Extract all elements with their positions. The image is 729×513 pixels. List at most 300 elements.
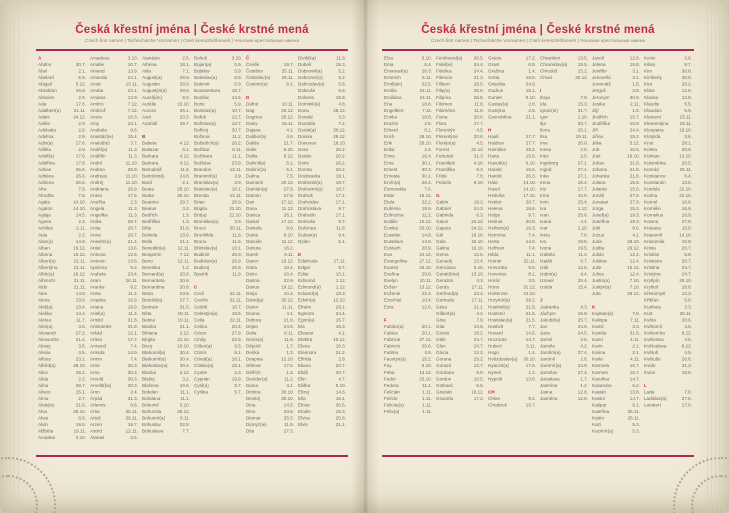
name-label: Emil(ián) [384,81,403,87]
name-label: Jindřich [592,114,608,120]
name-label: Bianka [142,323,157,329]
date-label: 10.12. [627,265,640,270]
date-label: 5.8. [684,251,692,257]
name-label: Ctislav(a) [194,363,214,369]
date-label: 24.1. [127,120,138,126]
date-label: 3.11. [526,343,536,349]
date-label: 30.10. [523,356,536,362]
date-label: 7.5. [286,173,294,179]
name-label: Genadij [436,258,452,264]
date-label: 3.10. [231,55,242,61]
name-label: Jasněna [540,395,558,401]
name-label: Dimitra [246,389,261,395]
name-label: Ada [38,101,47,107]
name-label: Háta [488,179,498,185]
name-label: Dobromil(a) [298,68,322,74]
date-label: 19.11. [177,310,190,316]
date-label: 20.10. [419,225,432,231]
name-label: Evžen [384,284,397,290]
name-label: Jarolím(a) [540,350,561,356]
date-label: 9.9. [476,369,484,375]
name-label: Hroznata [488,337,507,343]
name-column [384,55,432,453]
name-label: Blahoslav(a) [142,363,168,369]
date-label: 27.9. [629,199,640,205]
date-label: 23.1. [577,68,588,74]
date-label: 17.5. [127,192,138,198]
name-label: Gordana [436,369,454,375]
name-label: Abelard [38,75,54,81]
date-label: 4.1. [338,330,346,336]
name-label: Arkád [90,330,103,336]
name-label: Branislav(a) [194,179,219,185]
date-label: 20.7. [335,363,346,369]
name-label: Birgita [142,337,156,343]
name-label: Anabela [90,127,107,133]
date-label: 16.1. [335,395,346,401]
date-label: 30.12. [281,297,294,303]
date-label: 2.9. [78,134,86,140]
date-label: 6.7. [580,258,588,264]
name-label: Baltazar [142,147,159,153]
name-label: Enrika [384,114,398,120]
name-label: Ambrož [90,107,106,113]
date-label: 13.8. [629,389,640,395]
name-label: Chloe [488,395,501,401]
date-label: 10.12. [333,337,346,343]
date-label: 14.5. [283,402,294,408]
name-label: Dalimil(a) [246,160,266,166]
date-label: 8.7. [338,265,346,270]
name-label: Kornel [644,199,658,205]
date-label: 4.4. [580,271,588,277]
date-label: 4.1. [286,127,294,133]
name-label: Haidi [488,134,499,140]
name-label: Bella [142,238,153,244]
name-day-entry [644,369,692,376]
section-letter: J [540,297,543,303]
name-column [436,55,484,453]
name-label: Eustach [384,245,401,251]
name-label: Dária [246,265,257,270]
name-label: Alvar [38,415,49,421]
date-label: 10.1. [231,186,242,192]
date-label: 2.11. [630,101,640,107]
name-label: Drahuše [298,219,316,225]
name-label: Iva [540,206,547,212]
date-label: 11.2. [232,134,242,140]
date-label: 27.6. [681,395,692,401]
name-label: Cyril(a) [194,382,209,388]
name-label: Géza [436,304,447,310]
name-label: Ctimír [194,350,207,356]
name-day-entry [246,428,294,435]
name-label: Jozue [592,232,605,238]
date-label: 20.6. [681,356,692,362]
date-label: 10.7. [127,62,138,68]
name-label: Jeremiáš [592,81,611,87]
date-label: 26.9. [127,186,138,192]
name-label: Ena [384,101,393,107]
name-label: Donovan [298,140,317,146]
name-label: Břetislav(a) [194,245,218,251]
name-label: Artur [90,409,100,415]
name-label: Kateřina [592,409,610,415]
date-label: 2.4. [130,389,138,395]
date-label: 20.2. [335,153,346,159]
name-label: Aurel(ián) [142,94,162,100]
name-label: Helena [488,206,503,212]
date-label: 3.1. [632,75,640,81]
name-label: Běla [142,225,152,231]
date-label: 27.7. [525,140,536,146]
name-label: Diana [246,382,259,388]
date-label: 2.3. [78,219,86,225]
date-label: 20.6. [473,134,484,140]
date-label: 5.3. [632,428,640,434]
name-label: Křesomysl [644,291,666,297]
name-label: Jan [540,323,548,329]
date-label: 25.3. [283,415,294,421]
date-label: 1.9. [632,107,640,113]
date-label: 25.4. [577,278,588,284]
date-label: 16.11. [281,120,294,126]
name-label: Josef(a) [592,212,609,218]
date-label: 18.7. [335,179,346,185]
name-label: Flora [436,120,447,126]
name-label: Betina [142,317,156,323]
date-label: 13.8. [75,297,86,303]
date-label: 10.9. [629,120,640,126]
name-label: Abdon [38,62,52,68]
name-label: Graciela [436,395,454,401]
date-label: 5.10. [473,265,484,270]
name-label: Dina [246,402,256,408]
name-label: Blahomír(a) [142,356,166,362]
name-label: Bedřiška [142,219,160,225]
date-label: 7.12. [127,107,138,113]
name-label: Bojan(a) [194,62,212,68]
date-label: 10.4. [421,297,432,303]
name-label: Fabricie [384,337,401,343]
name-label: Armin [90,356,102,362]
date-label: 22.11. [229,291,242,297]
name-label: Edgar [298,265,311,270]
name-label: Bolemír [194,81,210,87]
date-label: 24.1. [127,88,138,94]
name-label: Chrabroš [488,402,507,408]
name-label: Areta [90,291,101,297]
date-label: 15.4. [577,284,588,290]
name-label: Elodie [298,409,311,415]
date-label: 15.10. [177,101,190,107]
name-label: Amatus [90,94,106,100]
date-label: 27.9. [681,219,692,225]
date-label: 11.10. [125,160,138,166]
date-label: 25.10. [419,376,432,382]
date-label: 3.3. [632,323,640,329]
date-label: 8.1. [234,350,242,356]
date-label: 20.9. [681,147,692,153]
section-letter: C [194,284,198,290]
name-label: Grácie [488,55,502,61]
date-label: 15.6. [629,186,640,192]
name-label: Armida [90,350,105,356]
date-label: 16.10. [471,245,484,251]
date-label: 5.8. [684,297,692,303]
date-label: 7.6. [580,232,588,238]
name-label: Aurora [142,107,156,113]
name-label: Jaroslav [540,369,558,375]
date-label: 26.5. [473,81,484,87]
name-label: Dante [246,232,259,238]
name-label: Ela [298,323,305,329]
name-label: Danuše [246,238,262,244]
name-label: Absolon [38,94,55,100]
name-label: Bernard(a) [142,271,164,277]
date-label: 5.10. [421,363,432,369]
date-label: 12.11. [177,245,190,251]
date-label: 20.6. [681,317,692,323]
date-label: 11.1. [526,251,536,257]
name-label: Emiliána [384,94,402,100]
name-label: Havel [488,186,500,192]
name-label: Aleška [38,310,52,316]
date-label: 7.4. [130,343,138,349]
name-label: Florentýna [436,134,458,140]
name-label: Gustav(a) [488,101,509,107]
name-label: Brigita [194,206,208,212]
date-label: 10.6. [473,323,484,329]
date-label: 21.7. [283,140,294,146]
date-label: 4.8. [338,101,346,107]
name-day-entry [488,402,536,409]
name-label: Gorana [436,356,452,362]
date-label: 1.11. [422,402,432,408]
name-label: Klotylda [644,134,661,140]
date-label: 18.8. [421,114,432,120]
name-label: Jiřina [592,134,603,140]
name-label: František [436,160,455,166]
name-label: Ilsa [540,134,548,140]
name-day-entry [298,422,346,429]
name-label: Agáta [38,199,51,205]
date-label: 20.9. [577,140,588,146]
name-label: Bohdana [142,395,161,401]
date-label: 17.6. [75,153,86,159]
name-label: Agaton [38,206,53,212]
footer-rule [36,455,348,457]
date-label: 20.12. [281,114,294,120]
name-label: Čestislav(a) [246,75,271,81]
date-label: 24.7. [681,271,692,277]
date-label: 29.12. [627,245,640,251]
date-label: 24.7. [681,265,692,270]
name-label: Herbert(a) [488,225,509,231]
date-label: 13.10. [679,153,692,159]
name-column [644,55,692,453]
name-label: Bohuslava [142,428,164,434]
date-label: 17.9. [681,402,692,408]
name-label: Azariáš [142,120,158,126]
name-label: Gita [436,323,445,329]
name-label: Drahoš [298,192,313,198]
date-label: 23.11. [679,120,692,126]
date-label: 2.9. [78,147,86,153]
date-label: 24.9. [577,363,588,369]
name-label: Knut [644,140,654,146]
date-label: 16.2. [283,245,294,251]
name-label: Gréta [488,75,500,81]
name-label: Adam [38,114,51,120]
name-label: Athéna [142,62,157,68]
date-label: 9.9. [286,225,294,231]
name-label: Kryštof [644,284,659,290]
date-label: 11.3. [128,153,138,159]
name-label: Kolman [644,153,660,159]
date-label: 25.11. [281,68,294,74]
name-label: Beáta [142,192,155,198]
name-label: Amand [90,68,105,74]
name-label: Alexandr [38,330,57,336]
name-label: Kamila [592,330,607,336]
name-label: Andrej [90,179,104,185]
date-label: 12.7. [231,120,242,126]
date-label: 21.10. [229,212,242,218]
name-label: Inesa [540,147,552,153]
date-label: 12.10. [281,356,294,362]
date-label: 9.11. [284,251,294,257]
name-label: Helmut [488,219,503,225]
name-label: Edmund(a) [298,284,321,290]
date-label: 19.12. [281,284,294,290]
name-label: Eliáš [298,369,308,375]
date-label: 24.12. [419,251,432,257]
date-label: 24.6. [283,323,294,329]
name-label: Eufrozína [384,212,404,218]
name-label: Benedikt(a) [142,245,166,251]
name-label: Eva [384,251,392,257]
date-label: 20.5. [681,160,692,166]
date-label: 7.7. [182,428,190,434]
date-label: 16.4. [577,179,588,185]
date-label: 8.1. [424,127,432,133]
date-label: 11.7. [76,317,86,323]
name-label: Bořislav(a) [194,120,216,126]
name-label: Hilda [488,251,499,257]
name-label: Gerald(ína) [436,271,460,277]
date-label: 4.1. [286,382,294,388]
name-label: Karmen [592,369,609,375]
name-label: Ernest [384,166,398,172]
date-label: 14.7. [629,376,640,382]
date-label: 22.11. [523,258,536,264]
name-label: Homér [488,258,502,264]
name-label: Kleopatra [644,127,664,133]
name-label: Gajana [436,225,451,231]
name-label: Eufémie [384,206,401,212]
name-label: Hanuš(e) [488,160,507,166]
name-column [38,55,86,453]
name-label: Alvin [38,422,48,428]
name-label: Alexia [38,350,51,356]
name-label: Felicita(s) [384,402,404,408]
name-label: Fabius [384,330,398,336]
name-label: Božena [194,134,210,140]
name-label: Kira [644,81,653,87]
name-label: Drahomil(a) [298,179,322,185]
name-day-entry [194,271,242,278]
name-label: Anastáz(ie) [90,134,114,140]
name-label: Eleazar [298,330,314,336]
name-label: Gala [436,238,446,244]
date-label: 26.7. [681,258,692,264]
name-label: Daisy [246,120,258,126]
date-label: 2.12. [179,330,190,336]
name-label: Karmela [592,363,610,369]
name-label: Krista [644,245,656,251]
date-label: 16.12. [73,251,86,257]
date-label: 10.5. [473,376,484,382]
name-label: Božetěch(a) [194,140,219,146]
page-title: Česká křestní jména | České krstné mená [75,24,309,36]
name-label: Ezechiel [384,297,402,303]
date-label: 16.4. [421,153,432,159]
name-label: Květuše [644,356,661,362]
date-label: 16.12. [73,245,86,251]
date-label: 15.4. [127,134,138,140]
name-label: Erika [384,147,395,153]
date-label: 30.10. [281,389,294,395]
name-label: Deana [246,310,260,316]
date-label: 19.10. [679,127,692,133]
name-label: Juliána [592,258,607,264]
date-label: 2.11. [76,225,86,231]
date-label: 4.11. [630,337,640,343]
name-label: Bernardeta [142,278,165,284]
name-label: Bronislav(a) [194,219,219,225]
date-label: 11.9. [284,337,294,343]
name-label: Edeltruda [298,258,318,264]
date-label: 20.1. [577,127,588,133]
date-label: 26.9. [231,251,242,257]
date-label: 23.11. [679,114,692,120]
name-label: Job [592,147,600,153]
date-label: 13.6. [127,245,138,251]
date-label: 13.11. [125,81,138,87]
date-label: 1.11. [422,409,432,415]
date-label: 19.5. [577,245,588,251]
date-label: 2.5. [130,435,138,441]
name-label: Albena [38,251,53,257]
name-label: Arzen [90,422,103,428]
date-label: 7.8. [632,310,640,316]
date-label: 3.5. [78,350,86,356]
name-label: Griselda [488,81,506,87]
name-label: Aneta [90,192,103,198]
date-label: 28.2. [681,81,692,87]
date-label: 10.5. [179,382,190,388]
date-label: 26.1. [179,107,190,113]
name-label: Fridolín [436,179,452,185]
name-column [488,55,536,453]
date-label: 11.8. [474,101,484,107]
date-label: 27.9. [283,192,294,198]
name-label: Dětřich [246,369,261,375]
name-label: Ariadna [90,297,106,303]
date-label: 1.2. [580,382,588,388]
name-label: Anselm(a) [90,238,111,244]
